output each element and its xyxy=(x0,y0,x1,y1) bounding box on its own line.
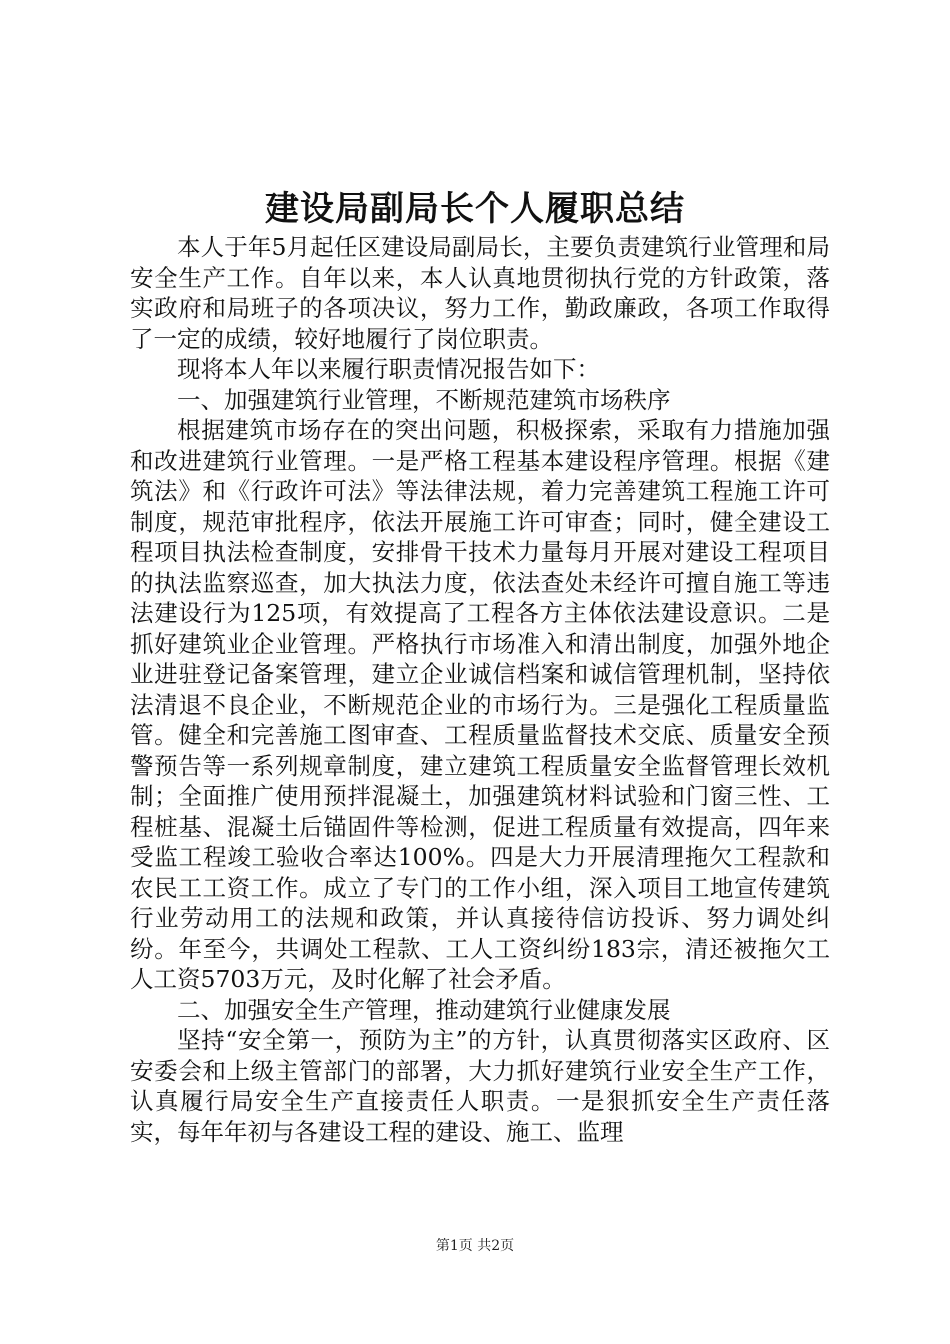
document-body xyxy=(130,232,830,1147)
paragraph-report-lead: 现将本人年以来履行职责情况报告如下： xyxy=(177,355,600,383)
section-heading-2: 二、加强安全生产管理，推动建筑行业健康发展 xyxy=(177,995,671,1024)
section-heading-1: 一、加强建筑行业管理，不断规范建筑市场秩序 xyxy=(177,385,671,414)
paragraph-section-2: 坚持“安全第一，预防为主”的方针，认真贯彻落实区政府、区安委会和上级主管部门的部署，大力抓好建筑行业安全生产工作，认真履行局安全生产直接责任人职责。一是狠抓安全生产责任落实，每年年初与各建设工程的建设、施工、监理 xyxy=(130,1026,830,1146)
paragraph-intro: 本人于年5月起任区建设局副局长，主要负责建筑行业管理和局安全生产工作。自年以来，本人认真地贯彻执行党的方针政策，落实政府和局班子的各项决议，努力工作，勤政廉政，各项工作取得了一定的成绩，较好地履行了岗位职责。 xyxy=(130,233,830,353)
paragraph-section-1: 根据建筑市场存在的突出问题，积极探索，采取有力措施加强和改进建筑行业管理。一是严格工程基本建设程序管理。根据《建筑法》和《行政许可法》等法律法规，着力完善建筑工程施工许可制度，规范审批程序，依法开展施工许可审查；同时，健全建设工程项目执法检查制度，安排骨干技术力量每月开展对建设工程项目的执法监察巡查，加大执法力度，依法查处未经许可擅自施工等违法建设行为125项，有效提高了工程各方主体依法建设意识。二是抓好建筑业企业管理。严格执行市场准入和清出制度，加强外地企业进驻登记备案管理，建立企业诚信档案和诚信管理机制，坚持依法清退不良企业，不断规范企业的市场行为。三是强化工程质量监管。健全和完善施工图审查、工程质量监督技术交底、质量安全预警预告等一系列规章制度，建立建筑工程质量安全监督管理长效机制；全面推广使用预拌混凝土，加强建筑材料试验和门窗三性、工程桩基、混凝土后锚固件等检测，促进工程质量有效提高，四年来受监工程竣工验收合率达100%。四是大力开展清理拖欠工程款和农民工工资工作。成立了专门的工作小组，深入项目工地宣传建筑行业劳动用工的法规和政策，并认真接待信访投诉、努力调处纠纷。年至今，共调处工程款、工人工资纠纷183宗，清还被拖欠工人工资5703万元，及时化解了社会矛盾。 xyxy=(130,416,830,993)
page-number-footer: 第1页 共2页 xyxy=(435,1238,515,1254)
document-title: 建设局副局长个人履职总结 xyxy=(265,189,685,229)
